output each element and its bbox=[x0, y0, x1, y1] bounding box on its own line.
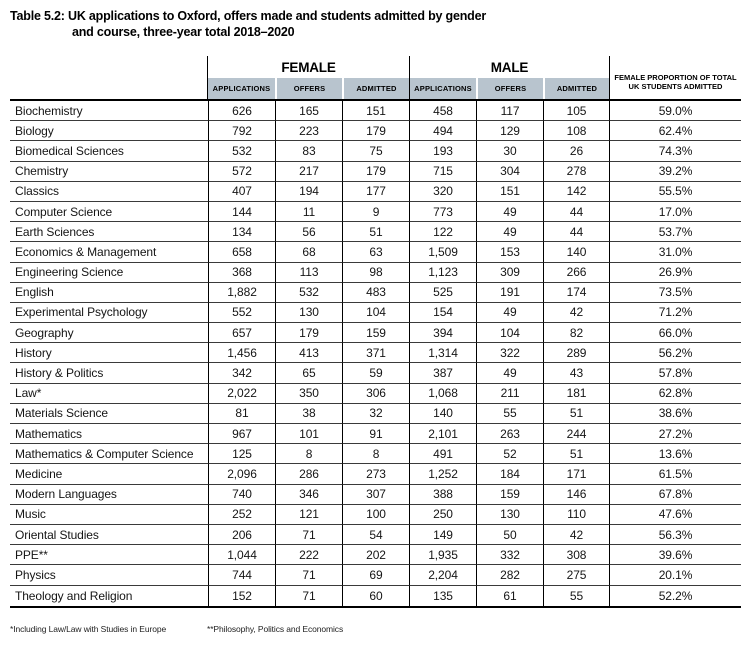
value-cell: 387 bbox=[409, 363, 476, 383]
value-cell: 81 bbox=[208, 404, 275, 424]
value-cell: 252 bbox=[208, 505, 275, 525]
value-cell: 773 bbox=[409, 202, 476, 222]
value-cell: 206 bbox=[208, 525, 275, 545]
value-cell: 71 bbox=[275, 525, 342, 545]
value-cell: 289 bbox=[543, 343, 609, 363]
value-cell: 2,101 bbox=[409, 424, 476, 444]
value-cell: 82 bbox=[543, 323, 609, 343]
course-name-cell: Chemistry bbox=[10, 162, 208, 182]
value-cell: 282 bbox=[476, 565, 543, 585]
value-cell: 532 bbox=[208, 141, 275, 161]
female-proportion-cell: 71.2% bbox=[609, 303, 741, 323]
value-cell: 273 bbox=[342, 464, 409, 484]
value-cell: 65 bbox=[275, 363, 342, 383]
value-cell: 49 bbox=[476, 303, 543, 323]
course-name-cell: English bbox=[10, 283, 208, 303]
value-cell: 202 bbox=[342, 545, 409, 565]
value-cell: 44 bbox=[543, 202, 609, 222]
course-name-cell: Modern Languages bbox=[10, 485, 208, 505]
value-cell: 342 bbox=[208, 363, 275, 383]
female-proportion-cell: 62.8% bbox=[609, 384, 741, 404]
course-name-cell: Classics bbox=[10, 182, 208, 202]
value-cell: 320 bbox=[409, 182, 476, 202]
value-cell: 44 bbox=[543, 222, 609, 242]
column-group-female: FEMALE bbox=[281, 59, 336, 75]
value-cell: 332 bbox=[476, 545, 543, 565]
value-cell: 967 bbox=[208, 424, 275, 444]
female-proportion-cell: 73.5% bbox=[609, 283, 741, 303]
value-cell: 100 bbox=[342, 505, 409, 525]
value-cell: 179 bbox=[275, 323, 342, 343]
column-header-female-proportion bbox=[609, 56, 741, 99]
value-cell: 91 bbox=[342, 424, 409, 444]
value-cell: 26 bbox=[543, 141, 609, 161]
course-name-cell: Law* bbox=[10, 384, 208, 404]
female-proportion-cell: 17.0% bbox=[609, 202, 741, 222]
value-cell: 191 bbox=[476, 283, 543, 303]
value-cell: 275 bbox=[543, 565, 609, 585]
value-cell: 159 bbox=[476, 485, 543, 505]
proportion-header-line1: FEMALE PROPORTION OF TOTAL bbox=[614, 73, 737, 82]
table-title bbox=[10, 8, 610, 40]
course-name-cell: Medicine bbox=[10, 464, 208, 484]
female-proportion-cell: 38.6% bbox=[609, 404, 741, 424]
value-cell: 350 bbox=[275, 384, 342, 404]
female-proportion-cell: 39.2% bbox=[609, 162, 741, 182]
value-cell: 304 bbox=[476, 162, 543, 182]
value-cell: 51 bbox=[543, 404, 609, 424]
female-proportion-cell: 53.7% bbox=[609, 222, 741, 242]
value-cell: 105 bbox=[543, 101, 609, 121]
course-name-cell: Mathematics bbox=[10, 424, 208, 444]
value-cell: 657 bbox=[208, 323, 275, 343]
value-cell: 154 bbox=[409, 303, 476, 323]
value-cell: 626 bbox=[208, 101, 275, 121]
value-cell: 532 bbox=[275, 283, 342, 303]
female-proportion-cell: 13.6% bbox=[609, 444, 741, 464]
value-cell: 130 bbox=[476, 505, 543, 525]
value-cell: 9 bbox=[342, 202, 409, 222]
value-cell: 38 bbox=[275, 404, 342, 424]
value-cell: 307 bbox=[342, 485, 409, 505]
value-cell: 49 bbox=[476, 202, 543, 222]
value-cell: 68 bbox=[275, 242, 342, 262]
value-cell: 153 bbox=[476, 242, 543, 262]
value-cell: 49 bbox=[476, 222, 543, 242]
value-cell: 179 bbox=[342, 121, 409, 141]
value-cell: 174 bbox=[543, 283, 609, 303]
value-cell: 43 bbox=[543, 363, 609, 383]
female-proportion-cell: 20.1% bbox=[609, 565, 741, 585]
value-cell: 193 bbox=[409, 141, 476, 161]
value-cell: 108 bbox=[543, 121, 609, 141]
female-proportion-cell: 61.5% bbox=[609, 464, 741, 484]
value-cell: 222 bbox=[275, 545, 342, 565]
female-proportion-cell: 47.6% bbox=[609, 505, 741, 525]
value-cell: 1,456 bbox=[208, 343, 275, 363]
value-cell: 42 bbox=[543, 525, 609, 545]
value-cell: 113 bbox=[275, 263, 342, 283]
value-cell: 134 bbox=[208, 222, 275, 242]
course-name-cell: History & Politics bbox=[10, 363, 208, 383]
value-cell: 152 bbox=[208, 586, 275, 606]
table-title-line2: and course, three-year total 2018–2020 bbox=[72, 25, 295, 39]
column-header-male-offers: OFFERS bbox=[476, 78, 543, 99]
table-header bbox=[10, 56, 741, 99]
female-proportion-cell: 59.0% bbox=[609, 101, 741, 121]
value-cell: 1,252 bbox=[409, 464, 476, 484]
header-corner-cell bbox=[10, 56, 208, 99]
value-cell: 266 bbox=[543, 263, 609, 283]
value-cell: 179 bbox=[342, 162, 409, 182]
value-cell: 715 bbox=[409, 162, 476, 182]
value-cell: 71 bbox=[275, 565, 342, 585]
female-proportion-cell: 55.5% bbox=[609, 182, 741, 202]
value-cell: 11 bbox=[275, 202, 342, 222]
value-cell: 159 bbox=[342, 323, 409, 343]
value-cell: 130 bbox=[275, 303, 342, 323]
value-cell: 223 bbox=[275, 121, 342, 141]
column-group-male: MALE bbox=[409, 56, 609, 78]
course-name-cell: Physics bbox=[10, 565, 208, 585]
value-cell: 171 bbox=[543, 464, 609, 484]
value-cell: 658 bbox=[208, 242, 275, 262]
value-cell: 30 bbox=[476, 141, 543, 161]
value-cell: 149 bbox=[409, 525, 476, 545]
female-proportion-cell: 67.8% bbox=[609, 485, 741, 505]
course-name-cell: Economics & Management bbox=[10, 242, 208, 262]
value-cell: 69 bbox=[342, 565, 409, 585]
value-cell: 483 bbox=[342, 283, 409, 303]
value-cell: 104 bbox=[476, 323, 543, 343]
value-cell: 1,314 bbox=[409, 343, 476, 363]
course-name-cell: Biomedical Sciences bbox=[10, 141, 208, 161]
course-name-cell: Engineering Science bbox=[10, 263, 208, 283]
value-cell: 55 bbox=[543, 586, 609, 606]
course-name-cell: PPE** bbox=[10, 545, 208, 565]
value-cell: 49 bbox=[476, 363, 543, 383]
value-cell: 32 bbox=[342, 404, 409, 424]
value-cell: 309 bbox=[476, 263, 543, 283]
female-proportion-cell: 39.6% bbox=[609, 545, 741, 565]
female-proportion-cell: 52.2% bbox=[609, 586, 741, 606]
value-cell: 1,068 bbox=[409, 384, 476, 404]
value-cell: 61 bbox=[476, 586, 543, 606]
column-header-female-admitted: ADMITTED bbox=[342, 78, 409, 99]
course-name-cell: Music bbox=[10, 505, 208, 525]
value-cell: 494 bbox=[409, 121, 476, 141]
course-name-cell: Theology and Religion bbox=[15, 588, 133, 603]
female-proportion-cell: 31.0% bbox=[609, 242, 741, 262]
course-name-cell: History bbox=[10, 343, 208, 363]
value-cell: 146 bbox=[543, 485, 609, 505]
value-cell: 121 bbox=[275, 505, 342, 525]
value-cell: 244 bbox=[543, 424, 609, 444]
female-proportion-cell: 26.9% bbox=[609, 263, 741, 283]
value-cell: 368 bbox=[208, 263, 275, 283]
table-title-line1: Table 5.2: UK applications to Oxford, offers made and students admitted by gender bbox=[10, 9, 487, 23]
value-cell: 151 bbox=[476, 182, 543, 202]
value-cell: 140 bbox=[409, 404, 476, 424]
value-cell: 346 bbox=[275, 485, 342, 505]
value-cell: 135 bbox=[409, 586, 476, 606]
female-proportion-cell: 57.8% bbox=[609, 363, 741, 383]
value-cell: 71 bbox=[275, 586, 342, 606]
value-cell: 51 bbox=[342, 222, 409, 242]
value-cell: 413 bbox=[275, 343, 342, 363]
value-cell: 165 bbox=[275, 101, 342, 121]
value-cell: 177 bbox=[342, 182, 409, 202]
course-name-cell: Oriental Studies bbox=[10, 525, 208, 545]
value-cell: 744 bbox=[208, 565, 275, 585]
value-cell: 8 bbox=[342, 444, 409, 464]
value-cell: 322 bbox=[476, 343, 543, 363]
value-cell: 125 bbox=[208, 444, 275, 464]
value-cell: 211 bbox=[476, 384, 543, 404]
value-cell: 140 bbox=[543, 242, 609, 262]
value-cell: 388 bbox=[409, 485, 476, 505]
column-header-male-applications: APPLICATIONS bbox=[409, 78, 476, 99]
value-cell: 2,022 bbox=[208, 384, 275, 404]
course-name-cell: Earth Sciences bbox=[10, 222, 208, 242]
column-header-female-applications: APPLICATIONS bbox=[208, 78, 275, 99]
value-cell: 181 bbox=[543, 384, 609, 404]
value-cell: 308 bbox=[543, 545, 609, 565]
value-cell: 1,044 bbox=[208, 545, 275, 565]
table-bottom-line bbox=[10, 606, 741, 608]
female-proportion-cell: 74.3% bbox=[609, 141, 741, 161]
value-cell: 394 bbox=[409, 323, 476, 343]
value-cell: 371 bbox=[342, 343, 409, 363]
course-name-cell: Computer Science bbox=[10, 202, 208, 222]
value-cell: 42 bbox=[543, 303, 609, 323]
value-cell: 83 bbox=[275, 141, 342, 161]
value-cell: 2,204 bbox=[409, 565, 476, 585]
course-name-cell: Materials Science bbox=[10, 404, 208, 424]
value-cell: 104 bbox=[342, 303, 409, 323]
value-cell: 458 bbox=[409, 101, 476, 121]
value-cell: 54 bbox=[342, 525, 409, 545]
value-cell: 59 bbox=[342, 363, 409, 383]
column-header-male-admitted: ADMITTED bbox=[543, 78, 609, 99]
value-cell: 98 bbox=[342, 263, 409, 283]
female-proportion-cell: 56.2% bbox=[609, 343, 741, 363]
value-cell: 63 bbox=[342, 242, 409, 262]
value-cell: 75 bbox=[342, 141, 409, 161]
course-name-cell: Biochemistry bbox=[10, 101, 208, 121]
value-cell: 792 bbox=[208, 121, 275, 141]
value-cell: 263 bbox=[476, 424, 543, 444]
value-cell: 1,935 bbox=[409, 545, 476, 565]
value-cell: 151 bbox=[342, 101, 409, 121]
footnote-ppe: **Philosophy, Politics and Economics bbox=[207, 624, 344, 634]
value-cell: 572 bbox=[208, 162, 275, 182]
female-proportion-cell: 27.2% bbox=[609, 424, 741, 444]
value-cell: 117 bbox=[476, 101, 543, 121]
value-cell: 217 bbox=[275, 162, 342, 182]
course-name-cell: Biology bbox=[10, 121, 208, 141]
value-cell: 55 bbox=[476, 404, 543, 424]
value-cell: 56 bbox=[275, 222, 342, 242]
value-cell: 101 bbox=[275, 424, 342, 444]
value-cell: 194 bbox=[275, 182, 342, 202]
value-cell: 525 bbox=[409, 283, 476, 303]
value-cell: 122 bbox=[409, 222, 476, 242]
value-cell: 144 bbox=[208, 202, 275, 222]
value-cell: 184 bbox=[476, 464, 543, 484]
column-header-female-offers: OFFERS bbox=[275, 78, 342, 99]
proportion-header-line2: UK STUDENTS ADMITTED bbox=[628, 82, 723, 91]
value-cell: 552 bbox=[208, 303, 275, 323]
value-cell: 52 bbox=[476, 444, 543, 464]
value-cell: 8 bbox=[275, 444, 342, 464]
value-cell: 110 bbox=[543, 505, 609, 525]
value-cell: 250 bbox=[409, 505, 476, 525]
value-cell: 129 bbox=[476, 121, 543, 141]
female-proportion-cell: 66.0% bbox=[609, 323, 741, 343]
value-cell: 1,882 bbox=[208, 283, 275, 303]
value-cell: 60 bbox=[342, 586, 409, 606]
value-cell: 142 bbox=[543, 182, 609, 202]
value-cell: 2,096 bbox=[208, 464, 275, 484]
value-cell: 407 bbox=[208, 182, 275, 202]
value-cell: 50 bbox=[476, 525, 543, 545]
course-name-cell: Mathematics & Computer Science bbox=[10, 444, 208, 464]
footnote-law: *Including Law/Law with Studies in Europe bbox=[10, 624, 167, 634]
female-proportion-cell: 62.4% bbox=[609, 121, 741, 141]
value-cell: 306 bbox=[342, 384, 409, 404]
value-cell: 740 bbox=[208, 485, 275, 505]
value-cell: 51 bbox=[543, 444, 609, 464]
course-name-cell: Experimental Psychology bbox=[10, 303, 208, 323]
value-cell: 491 bbox=[409, 444, 476, 464]
table-body bbox=[10, 101, 741, 606]
value-cell: 1,123 bbox=[409, 263, 476, 283]
female-proportion-cell: 56.3% bbox=[609, 525, 741, 545]
value-cell: 1,509 bbox=[409, 242, 476, 262]
value-cell: 278 bbox=[543, 162, 609, 182]
course-name-cell: Geography bbox=[10, 323, 208, 343]
value-cell: 286 bbox=[275, 464, 342, 484]
admissions-table bbox=[10, 56, 741, 608]
